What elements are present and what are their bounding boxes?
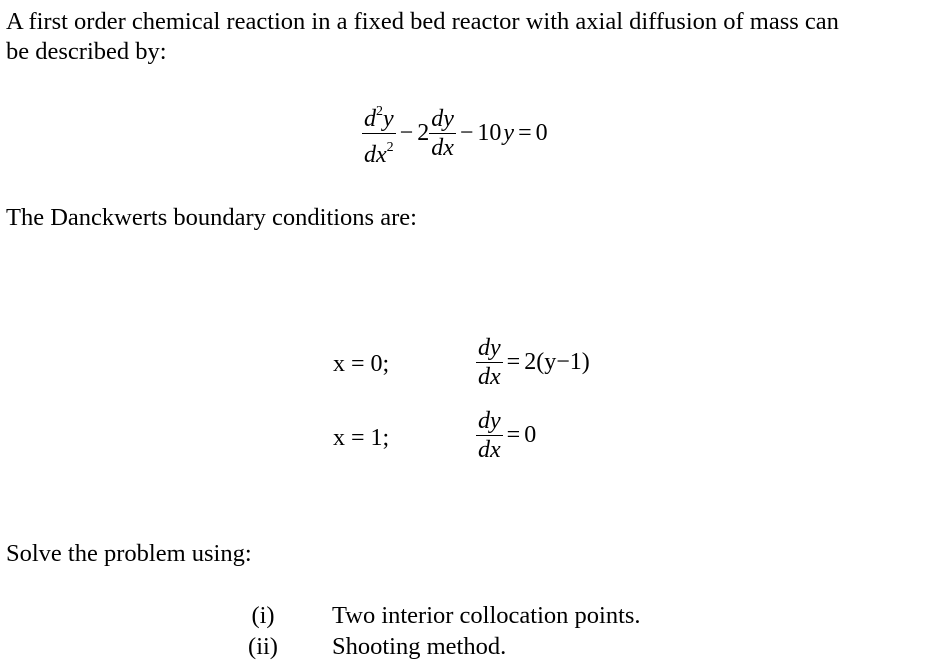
second-derivative: $\frac{d^2y}{dx^2}$ [364,104,394,168]
bc-2-equation: $\frac{dy}{dx}$ = 0 [478,408,537,463]
governing-equation: $\frac{d^2y}{dx^2}$ − 2 $\frac{dy}{dx}$ − 10 y = 0 [362,98,548,169]
bc-1-condition: x = 0; [333,351,390,377]
method-1-text: Two interior collocation points. [332,602,641,629]
bc-1-equation: $\frac{dy}{dx}$ = 2(y−1) [478,335,590,390]
bc-2-condition: x = 1; [333,425,390,451]
method-2-marker: (ii) [248,633,278,660]
bc-heading: The Danckwerts boundary conditions are: [6,204,417,231]
method-2-text: Shooting method. [332,633,507,660]
first-derivative: $\frac{dy}{dx}$ [431,106,454,161]
bc-2-derivative: $\frac{dy}{dx}$ [478,408,501,463]
bc-1-derivative: $\frac{dy}{dx}$ [478,335,501,390]
intro-line-1: A first order chemical reaction in a fixed bed reactor with axial diffusion of mass can [6,8,839,35]
intro-line-2: be described by: [6,38,167,65]
solve-heading: Solve the problem using: [6,540,252,567]
method-1-marker: (i) [251,602,275,629]
